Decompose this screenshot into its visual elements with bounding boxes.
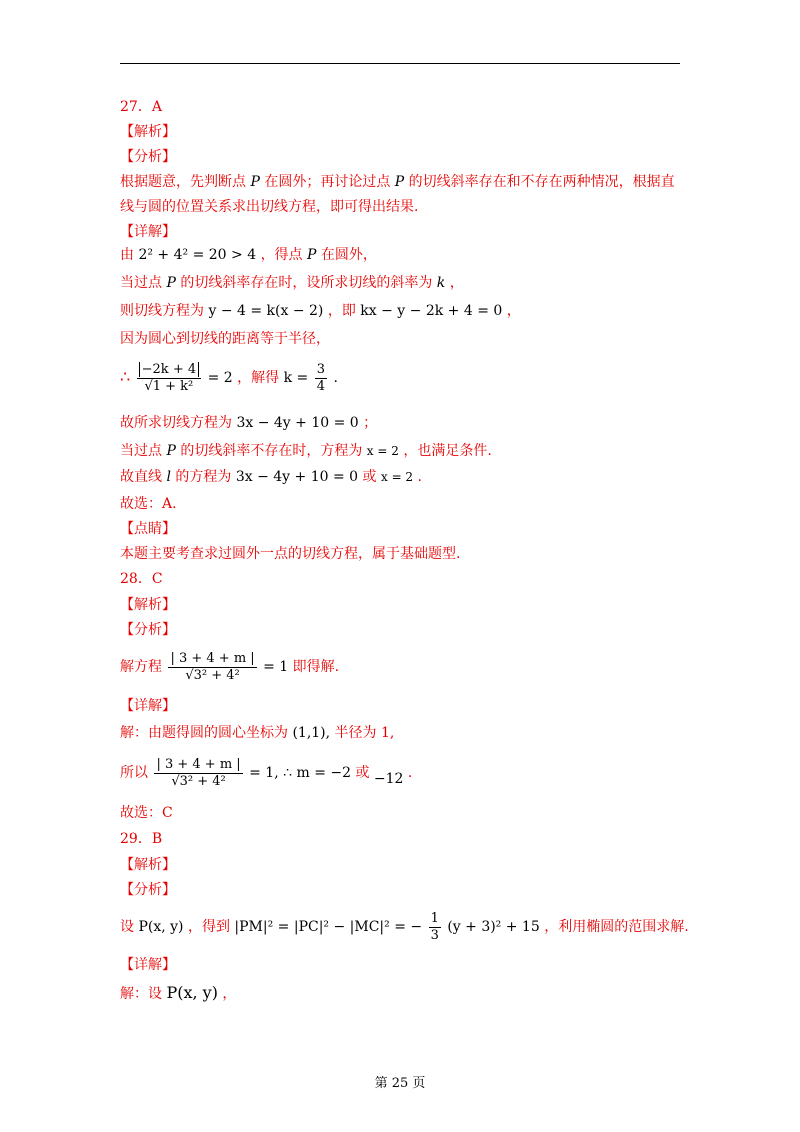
q27-s1-post: 在圆外， (320, 247, 377, 263)
q28-b1-math: (1,1), (292, 725, 331, 741)
q28-a-eq: = 1 (263, 659, 289, 675)
q28-b2-numerator: | 3 + 4 + m | (156, 756, 241, 772)
q27-s2-k (437, 275, 445, 291)
q29-number: 29．B (120, 831, 163, 847)
q29-a-post: ，利用椭圆的范围求解. (544, 919, 689, 935)
page-number-footer: 第 25 页 (374, 1076, 426, 1091)
q28-a-fraction (168, 651, 256, 684)
q27-s3-pre: 则切线方程为 (120, 303, 204, 319)
q27-xiangjie-heading: 【详解】 (120, 224, 176, 240)
q28-a-pre: 解方程 (120, 659, 162, 675)
q28-a-post: 即得解. (292, 659, 340, 675)
q27-dianjing-heading: 【点睛】 (120, 521, 176, 537)
q27-step5 (120, 360, 338, 395)
q27-s6-post: ； (363, 415, 378, 431)
q29-detail (120, 984, 236, 1003)
q29-fenxi-heading: 【分析】 (120, 882, 176, 898)
q27-analysis-line2: 线与圆的位置关系求出切线方程，即可得出结果. (120, 199, 419, 215)
q28-xiangjie-heading: 【详解】 (120, 698, 176, 714)
q27-s5-denominator: √1 + k² (144, 378, 194, 394)
q29-a-pre: 设 (120, 919, 134, 935)
q29-b-math: P(x, y) (166, 983, 218, 1002)
q27-s7-p-label: P (166, 443, 176, 459)
q28-b1-pre: 解：由题得圆的圆心坐标为 (120, 725, 288, 741)
q27-step7 (120, 442, 492, 460)
q27-s7-mid: 的切线斜率不存在时，方程为 (180, 443, 363, 459)
q27-s3-math1: y − 4 = k(x − 2) (208, 303, 324, 319)
q27-comment: 本题主要考查求过圆外一点的切线方程，属于基础题型. (120, 546, 461, 562)
q27-step3 (120, 302, 521, 320)
q28-b2-eq: = 1, ∴ m = −2 (249, 765, 352, 781)
q27-step6 (120, 414, 377, 432)
q27-s5-k: k = (283, 370, 309, 386)
q27-s6-pre: 故所求切线方程为 (120, 415, 232, 431)
q29-a-fraction-denominator: 3 (430, 927, 439, 943)
q27-s5-numerator (137, 362, 201, 379)
q28-b1-post: 半径为 1, (334, 725, 395, 741)
q29-a-fraction (429, 911, 441, 944)
q27-s1-mid: ，得点 (260, 247, 303, 263)
q29-xiangjie-heading: 【详解】 (120, 957, 176, 973)
q27-s8-math2: x = 2 (380, 470, 414, 484)
q28-a-denominator: √3² + 4² (185, 667, 240, 683)
q28-jiexi-heading: 【解析】 (120, 597, 176, 613)
q27-s1-pre: 由 (120, 247, 134, 263)
q27-step8 (120, 468, 422, 486)
q27-s6-math: 3x − 4y + 10 = 0 (236, 415, 359, 431)
q27-s8-or: 或 (362, 469, 377, 485)
q27-s8-mid: 的方程为 (175, 469, 232, 485)
q27-answer: 故选：A. (120, 496, 177, 512)
q28-b2-pre: 所以 (120, 765, 148, 781)
q27-s5-mid: ，解得 (237, 370, 280, 386)
q27-s7-post: ，也满足条件. (403, 443, 492, 459)
q27-s5-k-denominator: 4 (316, 378, 325, 394)
q27-number: 27．A (120, 99, 162, 115)
q27-s5-therefore: ∴ (120, 367, 131, 386)
q27-s2-post: ， (449, 275, 464, 291)
q27-s5-fraction (137, 362, 201, 395)
q27-s2-p (166, 275, 175, 291)
q29-b-post: ， (222, 986, 237, 1002)
q27-s2-mid: 的切线斜率存在时，设所求切线的斜率为 (180, 275, 433, 291)
q27-s7-pre: 当过点 (120, 443, 162, 459)
q27-analysis-1a: 根据题意，先判断点 (120, 174, 246, 190)
q27-s2-k-label: k (436, 275, 446, 291)
q29-jiexi-heading: 【解析】 (120, 857, 176, 873)
q27-point-p-label: P (250, 174, 260, 190)
q28-detail2 (120, 754, 412, 792)
q27-s8-post: . (417, 469, 422, 485)
q27-s3-post: ， (506, 303, 521, 319)
q29-b-pre: 解：设 (120, 986, 162, 1002)
q27-s7-math: x = 2 (366, 444, 399, 458)
q28-b2-or: 或 (355, 765, 370, 781)
q27-s5-k-fraction (315, 362, 327, 395)
q28-b2-post: . (407, 765, 413, 781)
q27-s2-pre: 当过点 (120, 275, 162, 291)
q27-s8-math1: 3x − 4y + 10 = 0 (235, 469, 359, 485)
q27-point-p-label-2: P (394, 174, 405, 190)
q27-step1 (120, 246, 377, 264)
q27-analysis-line1 (120, 173, 675, 191)
q28-b2-math: −12 (373, 771, 404, 787)
q27-step2 (120, 274, 464, 292)
q27-s5-eq: = 2 (207, 370, 233, 386)
q27-point-p-2 (395, 174, 404, 190)
q29-a-mid: ，得到 (187, 919, 230, 935)
q28-answer: 故选：C (120, 805, 173, 821)
q27-s1-p (307, 247, 316, 263)
q27-s8-l-label: l (166, 469, 171, 485)
q29-analysis (120, 908, 689, 946)
q28-fenxi-heading: 【分析】 (120, 622, 176, 638)
q27-s5-abs: −2k + 4 (139, 362, 199, 377)
q28-analysis (120, 648, 339, 686)
q29-a-math2: |PM|² = |PC|² − |MC|² = − (234, 919, 423, 935)
q27-analysis-1b: 在圆外；再讨论过点 (264, 174, 391, 190)
q28-a-numerator: | 3 + 4 + m | (170, 650, 255, 666)
q27-s7-p (166, 443, 175, 459)
q27-s1-math: 2² + 4² = 20 > 4 (138, 247, 257, 263)
q27-analysis-1c: 的切线斜率存在和不存在两种情况，根据直 (408, 174, 675, 190)
q27-s3-mid: ，即 (327, 303, 356, 319)
q28-detail1 (120, 724, 394, 742)
q29-a-math1: P(x, y) (138, 919, 184, 935)
q27-s3-math2: kx − y − 2k + 4 = 0 (360, 303, 503, 319)
q28-number: 28．C (120, 571, 163, 587)
q27-fenxi-heading: 【分析】 (120, 149, 176, 165)
q27-s5-k-numerator: 3 (316, 361, 325, 377)
q27-s2-p-label: P (166, 275, 176, 291)
q27-step4: 因为圆心到切线的距离等于半径， (120, 331, 330, 347)
q28-b2-denominator: √3² + 4² (171, 773, 226, 789)
q27-jiexi-heading: 【解析】 (120, 124, 176, 140)
q28-b2-fraction (154, 757, 242, 790)
q29-a-fraction-numerator: 1 (430, 910, 439, 926)
q27-s5-post: . (333, 370, 338, 386)
q27-s1-p-label: P (307, 247, 317, 263)
header-rule (120, 63, 680, 64)
q27-point-p (250, 174, 259, 190)
q27-s8-l (166, 469, 170, 485)
q29-a-math3: (y + 3)² + 15 (447, 919, 540, 935)
q27-s8-pre: 故直线 (120, 469, 162, 485)
